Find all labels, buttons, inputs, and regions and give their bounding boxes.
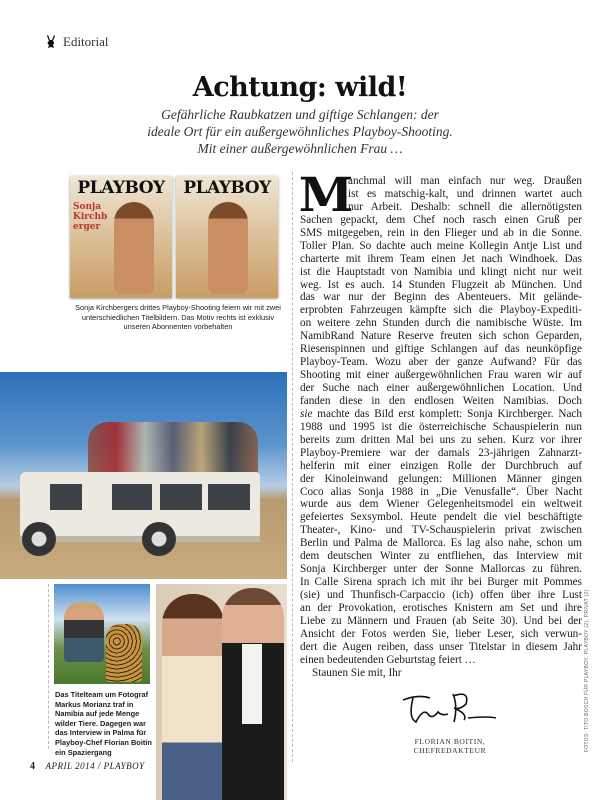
photographer bbox=[64, 602, 104, 662]
caption-divider bbox=[48, 584, 49, 749]
cover-headline: Sonja Kirchberger bbox=[73, 202, 108, 232]
team-jeep-photo bbox=[0, 372, 287, 579]
body-line: Riesenspinnen und giftige Schlangen auf das neunköpfige bbox=[300, 343, 582, 356]
photo-credit: FOTOS: TITO BOSCH FÜR PLAYBOY, PLAYBOY (2), PRIVAT (2) bbox=[584, 589, 590, 752]
page-number: 4 bbox=[30, 761, 36, 772]
deck-line: ideale Ort für ein außergewöhnliches Playboy-Shooting. bbox=[147, 124, 453, 139]
body-line: SMS mitgegeben, rein in den Flieger und ab in die Sonne. bbox=[300, 226, 582, 239]
body-line: sie machte das Bild erst komplett: Sonja Kirchberger. Nach bbox=[300, 407, 582, 420]
cover-subscriber bbox=[176, 176, 278, 298]
jeep bbox=[20, 472, 260, 542]
team-people bbox=[88, 422, 258, 474]
body-line: anchmal will man einfach nur weg. Draußen bbox=[348, 175, 582, 187]
body-line: dert die Augen reiben, dass unser Titelstar in diesem Jahr bbox=[300, 640, 582, 653]
body-line: das war nur der Beginn des Abenteuers. Mit gelände- bbox=[300, 291, 582, 304]
body-line: ist die Hauptstadt von Namibia und klingt nicht nur weit bbox=[300, 265, 582, 278]
body-line: nur Arbeit. Deshalb: schnell die allernötigsten bbox=[348, 200, 582, 213]
body-line: (sie) und Thunfisch-Carpaccio (ich) offen über ihre Lust bbox=[300, 589, 582, 601]
shirt bbox=[242, 644, 262, 724]
body-line: Coco alias Sonja 1988 in „Die Venusfalle“. Über Nacht bbox=[300, 485, 582, 498]
covers-caption: Sonja Kirchbergers drittes Playboy-Shooting feiern wir mit zwei unterschiedlichen Titelbildern. Das Motiv rechts ist exklusiv unseren Abonnenten vorbehalten bbox=[75, 303, 281, 332]
body-line: gefeiertes Sexsymbol. Heute pendelt die viel beschäftigte bbox=[300, 511, 582, 524]
body-line: 1988 und 1995 ist die österreichische Schauspielerin nun bbox=[300, 420, 582, 433]
jeep-window bbox=[160, 484, 202, 510]
body-line: Shooting mit einer außergewöhnlichen Frau waren wir auf bbox=[300, 369, 582, 382]
jeep-window bbox=[112, 484, 152, 510]
body-line: Sachen gepackt, dem Chef noch rasch einen Gruß per bbox=[300, 213, 582, 226]
body-line: der Kinoleinwand gelungen: Millionen Männer gingen bbox=[300, 472, 582, 485]
wheel bbox=[142, 522, 176, 556]
body-line: Playboy-Team. Wozu aber der ganze Aufwand? Für das bbox=[300, 356, 582, 369]
cover-model bbox=[114, 202, 154, 294]
body-line: erprobten Fahrzeugen kämpfte sich die Playboy-Expediti- bbox=[300, 304, 582, 317]
wheel bbox=[22, 522, 56, 556]
cover-model bbox=[208, 202, 248, 294]
body-line: der Suche nach einer außergewöhnlichen Location. Und bbox=[300, 382, 582, 394]
cover-logo: PLAYBOY bbox=[183, 178, 271, 198]
body-line: Theater-, Kino- und TV-Schauspielerin privat zwischen bbox=[300, 524, 582, 537]
article-title: Achtung: wild! bbox=[192, 72, 408, 103]
body-line: charterte mit ihrem Team einen Jet nach Windhoek. Das bbox=[300, 252, 582, 265]
jeep-window bbox=[208, 484, 250, 510]
cheetah bbox=[106, 624, 142, 682]
section-label: Editorial bbox=[63, 34, 109, 49]
deck-line: Gefährliche Raubkatzen und giftige Schlangen: der bbox=[161, 107, 439, 122]
body-line: Sonja Kirchberger unter der Sonne Mallorcas zu führen. bbox=[300, 563, 582, 576]
body-line: bereits zum dritten Mal bei uns zu sehen. Kurz vor ihrer bbox=[300, 433, 582, 446]
body-line: NamibRand Nature Reserve freuten sich schon Geparden, bbox=[300, 330, 582, 343]
drop-cap: M bbox=[298, 168, 354, 223]
body-line: ist es matschig-kalt, und drinnen wartet auch bbox=[348, 187, 582, 200]
body-line: Toller Plan. So dachte auch meine Kollegin Antje List und bbox=[300, 239, 582, 252]
cover-logo: PLAYBOY bbox=[77, 178, 165, 198]
signature bbox=[398, 688, 498, 728]
column-divider bbox=[292, 172, 293, 762]
body-line: dem deutschen Winter zu entfliehen, das Interview mit bbox=[300, 550, 582, 563]
cover-images bbox=[68, 172, 286, 300]
article-body bbox=[298, 168, 582, 680]
jeep-window bbox=[50, 484, 82, 510]
page-footer bbox=[30, 761, 145, 772]
issue-label: APRIL 2014 / PLAYBOY bbox=[45, 761, 145, 771]
body-line: Playboy-Premiere war der damals 23-jährigen Zahnarzt- bbox=[300, 446, 582, 459]
body-line: an der Provokation, erotisches Knistern am Set und ihre bbox=[300, 601, 582, 614]
body-line: wurde aus dem Wiener Gelegenheitsmodel ein weltweit bbox=[300, 498, 582, 511]
interview-couple-photo bbox=[156, 584, 287, 800]
article-deck bbox=[0, 106, 600, 157]
woman bbox=[162, 594, 224, 800]
photographer-cheetah-photo bbox=[54, 584, 150, 684]
body-line: fanden diese in den endlosen Weiten Namibias. Doch bbox=[300, 394, 582, 407]
body-line: einen bedeutenden Geburtstag feiert … bbox=[300, 653, 476, 666]
body-line: on weitere zehn Stunden durch die namibische Wüste. Im bbox=[300, 317, 582, 330]
deck-line: Mit einer außergewöhnlichen Frau … bbox=[197, 141, 403, 156]
bunny-icon bbox=[45, 35, 57, 49]
body-line: Staunen Sie mit, Ihr bbox=[312, 666, 402, 679]
body-line: In Calle Sirena sprach ich mit ihr bei Burger mit Pommes bbox=[300, 576, 582, 589]
section-header bbox=[45, 34, 109, 50]
cover-standard bbox=[70, 176, 172, 298]
body-line: Ansicht der Fotos werden Sie, lieber Leser, sich verwun- bbox=[300, 627, 582, 640]
body-line: Liebe zu Männern und Frauen (ab Seite 30). Und bei der bbox=[300, 614, 582, 627]
body-line: weg. Ist es auch. 14 Stunden Flugzeit ab München. Und bbox=[300, 278, 582, 291]
signature-name: FLORIAN BOITIN, CHEFREDAKTEUR bbox=[413, 737, 487, 755]
body-line: Berlin und Palma de Mallorca. Es lag also nahe, schon um bbox=[300, 537, 582, 550]
body-line: helferin mit einer einzigen Rolle der Durchbruch auf bbox=[300, 459, 582, 472]
team-caption: Das Titelteam um Fotograf Markus Morianz traf in Namibia auf jede Menge wilder Tiere. Dagegen war das Interview in Palma für Playboy-Chef Florian Boitin ein Spaziergang bbox=[55, 690, 152, 757]
